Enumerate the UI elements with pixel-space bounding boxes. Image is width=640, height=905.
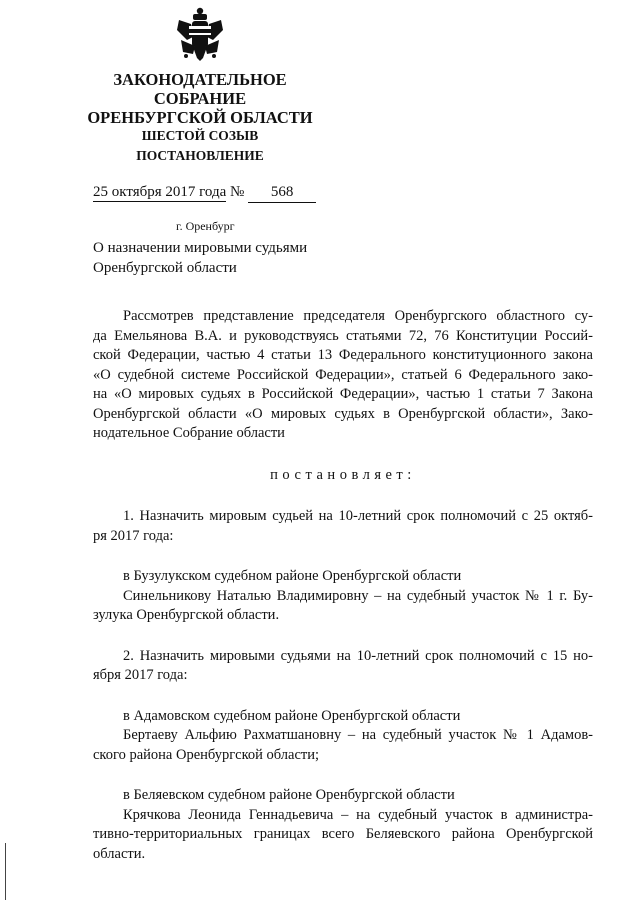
district-heading: в Бузулукском судебном районе Оренбургской области: [123, 568, 462, 584]
preamble-line: на «О мировых судьях в Российской Федерации», частью 1 статьи 7 Закона: [93, 386, 593, 402]
document-subject: [93, 238, 373, 278]
appointment-line: ского района Оренбургской области;: [93, 746, 320, 763]
date-number-line: [93, 184, 316, 203]
city: г. Оренбург: [176, 219, 235, 233]
appointment-line: Синельникову Наталью Владимировну – на судебный участок № 1 г. Бу-: [123, 587, 593, 604]
preamble-line: Рассмотрев представление председателя Оренбургского областного су-: [123, 308, 593, 324]
preamble-line: «О судебной системе Российской Федерации», статьей 6 Федерального зако-: [93, 366, 593, 383]
coat-of-arms-icon: [173, 6, 227, 62]
appointment-line: области.: [93, 845, 146, 862]
document-type: ПОСТАНОВЛЕНИЕ: [136, 148, 264, 163]
preamble-line: ской Федерации, частью 4 статьи 13 Федерального конституционного закона: [93, 347, 593, 363]
preamble-line: да Емельянова В.А. и руководствуясь статьями 72, 76 Конституции Россий-: [93, 327, 593, 344]
org-line-2: СОБРАНИЕ: [153, 89, 247, 108]
district-heading: в Беляевском судебном районе Оренбургской области: [123, 787, 455, 803]
number-label: №: [230, 184, 245, 200]
item-title: 1. Назначить мировым судьей на 10-летний срок полномочий с 25 октяб-: [123, 508, 593, 524]
document-number: 568: [248, 184, 316, 203]
subject-line-2: Оренбургской области: [93, 260, 237, 276]
preamble-line: нодательное Собрание области: [93, 425, 285, 441]
preamble-line: Оренбургской области «О мировых судьях в Оренбургской области», Зако-: [93, 405, 593, 422]
scan-margin-line: [5, 843, 6, 900]
convocation: ШЕСТОЙ СОЗЫВ: [141, 128, 259, 143]
item-title: 2. Назначить мировыми судьями на 10-летний срок полномочий с 15 но-: [123, 647, 593, 664]
issuing-body: [0, 70, 400, 127]
appointment-line: тивно-территориальных границах всего Беляевского района Оренбургской: [93, 826, 593, 842]
document-date: 25 октября 2017 года: [93, 184, 227, 200]
org-line-3: ОРЕНБУРГСКОЙ ОБЛАСТИ: [87, 108, 313, 127]
item-title: ября 2017 года:: [93, 667, 188, 683]
document-body: [93, 307, 593, 864]
appointment-line: Бертаеву Альфию Рахматшановну – на судебный участок № 1 Адамов-: [123, 727, 593, 743]
subject-line-1: О назначении мировыми судьями: [93, 240, 308, 256]
appointment-line: Крячкова Леонида Геннадьевича – на судебный участок в администра-: [123, 806, 593, 823]
decree-word: постановляет:: [270, 466, 416, 483]
org-line-1: ЗАКОНОДАТЕЛЬНОЕ: [113, 70, 287, 89]
item-title: ря 2017 года:: [93, 527, 174, 544]
district-heading: в Адамовском судебном районе Оренбургской области: [123, 707, 461, 724]
appointment-line: зулука Оренбургской области.: [93, 607, 280, 623]
